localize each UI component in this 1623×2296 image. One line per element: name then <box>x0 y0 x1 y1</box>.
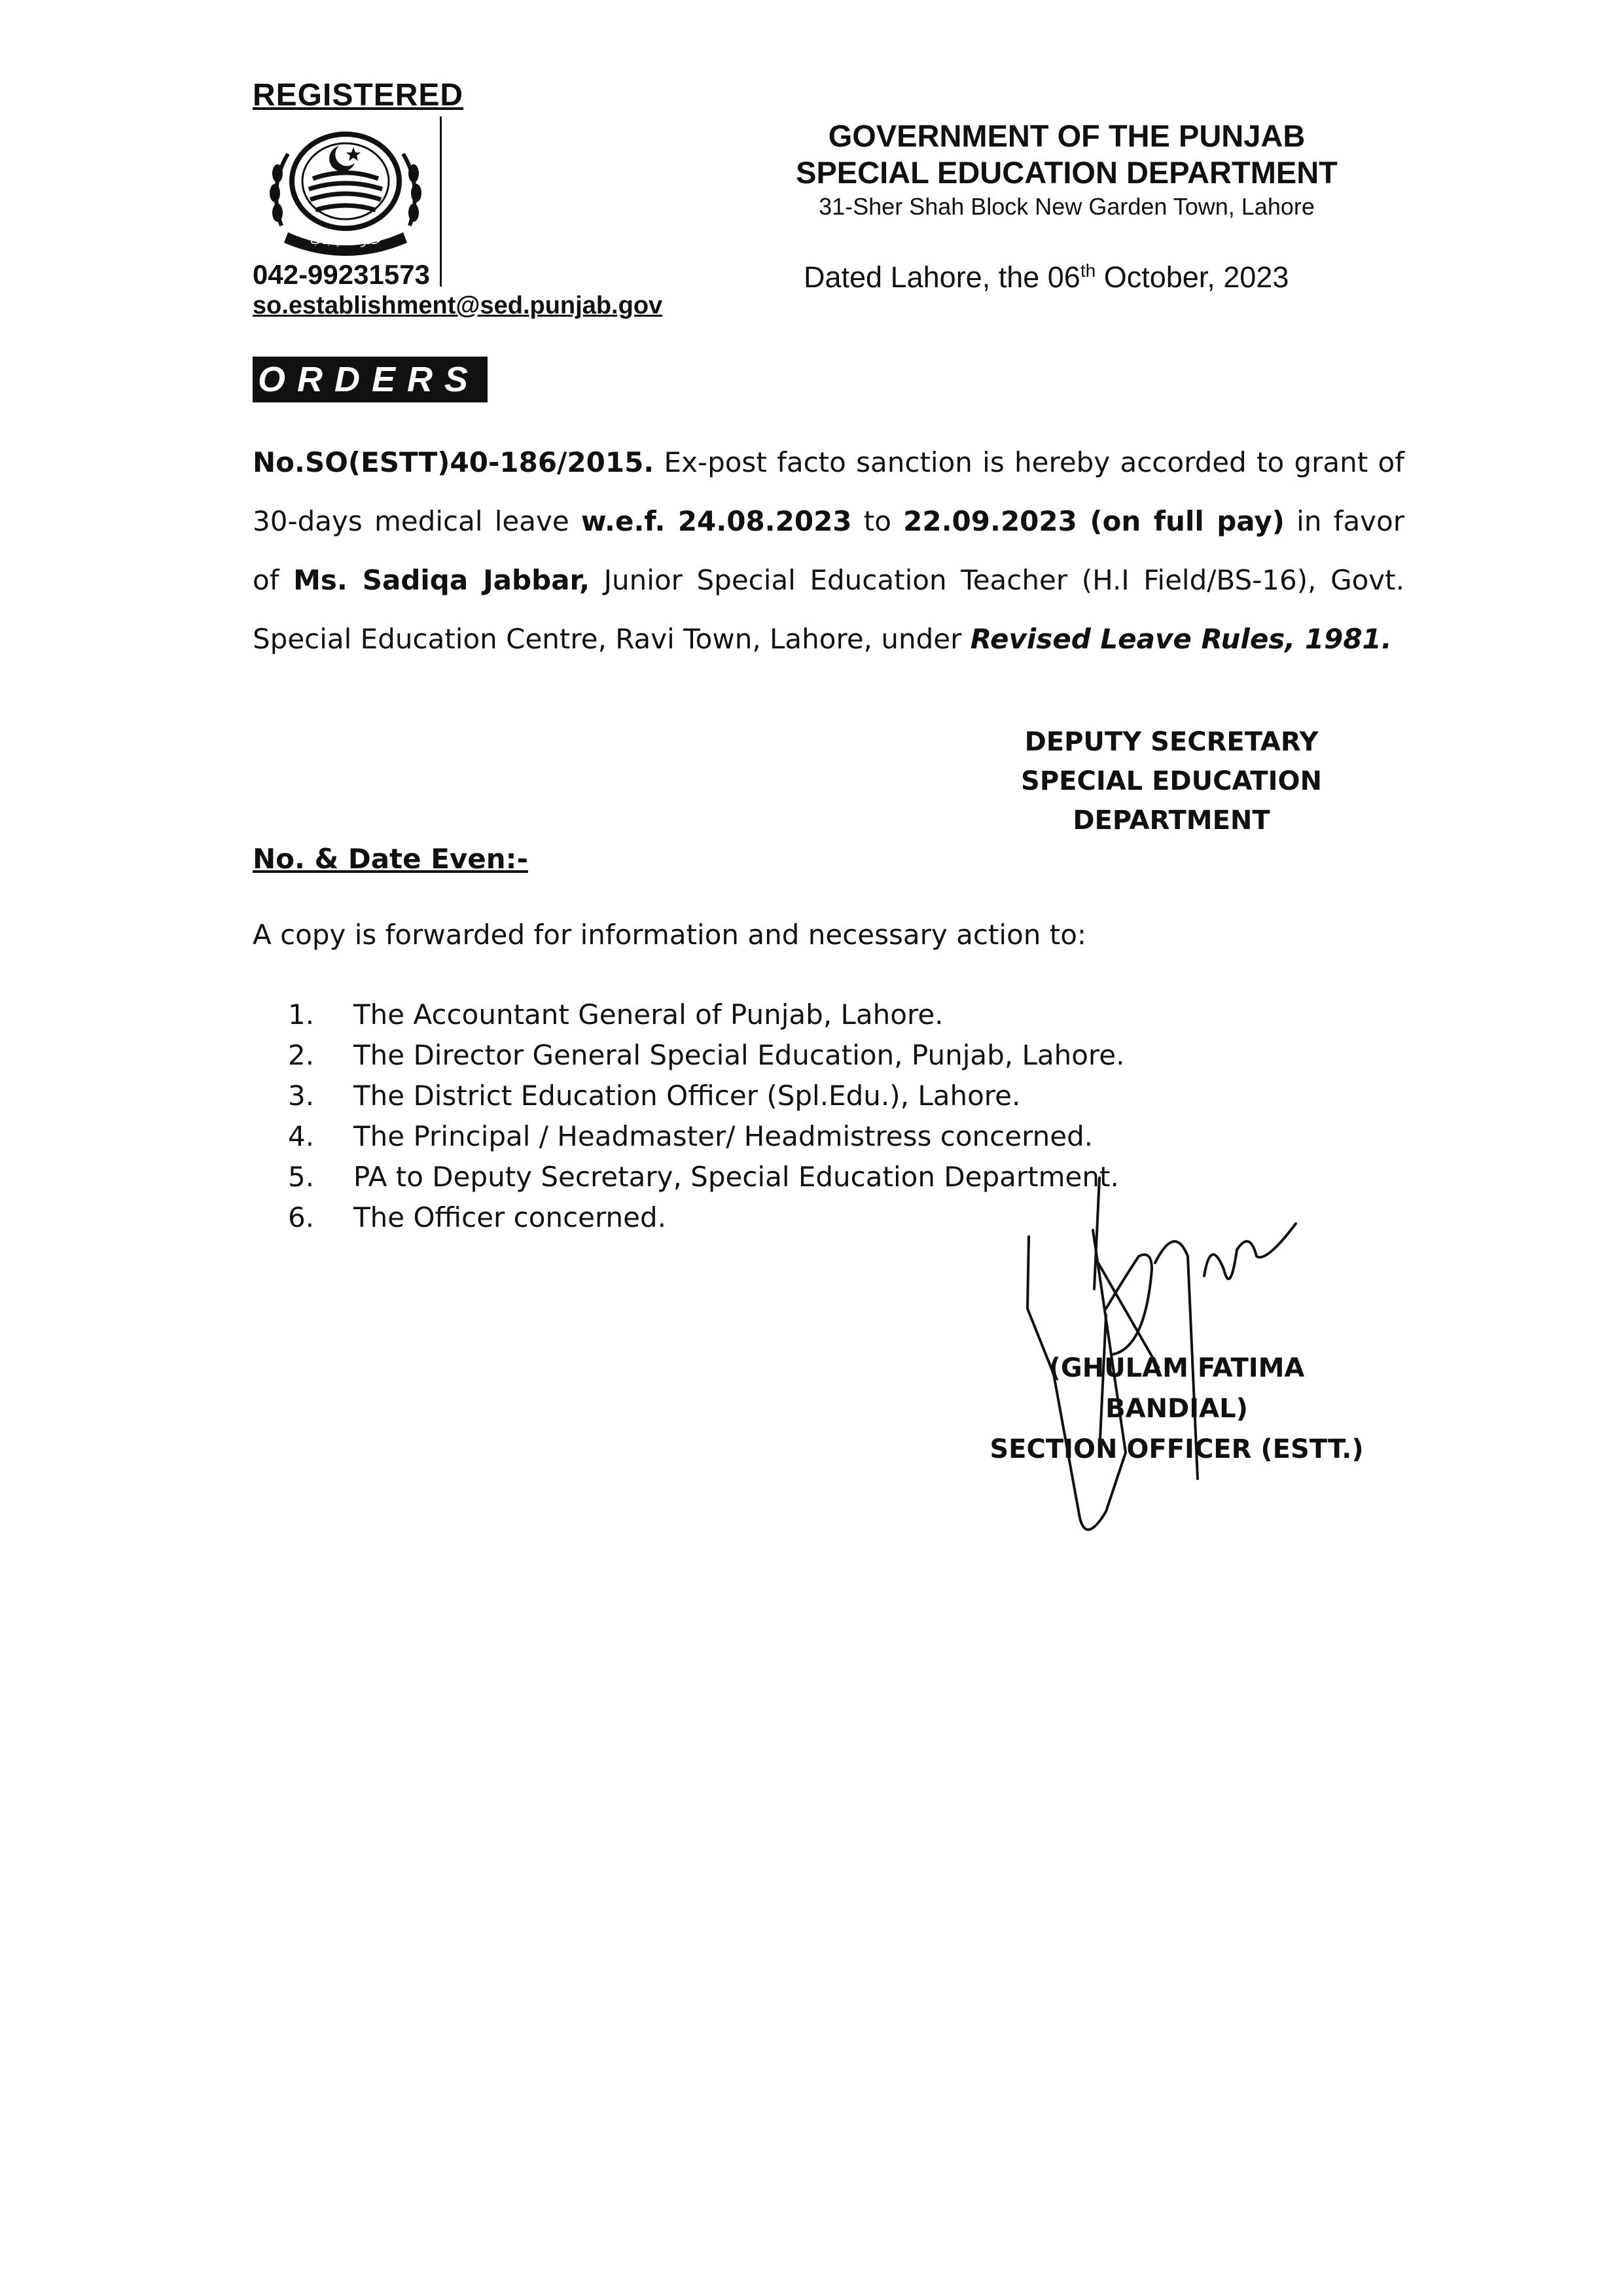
officer-name: (GHULAM FATIMA BANDIAL) <box>1048 1353 1305 1424</box>
leave-rules: Revised Leave Rules, 1981. <box>970 623 1392 655</box>
letterhead <box>726 118 1407 222</box>
list-item: 4. The Principal / Headmaster/ Headmistress concerned. <box>288 1120 1094 1152</box>
order-text-2: to <box>851 505 904 537</box>
punjab-government-seal-icon <box>255 121 438 265</box>
officer-title: SECTION OFFICER (ESTT.) <box>990 1434 1364 1464</box>
dated-ordinal: th <box>1080 260 1096 281</box>
deputy-line-1: DEPUTY SECRETARY <box>1024 727 1319 757</box>
email-address[interactable]: so.establishment@sed.punjab.gov <box>253 292 663 319</box>
order-start-date: w.e.f. 24.08.2023 <box>580 505 852 537</box>
order-number: No.SO(ESTT)40-186/2015. <box>253 446 654 478</box>
order-text-4: Junior Special Education Teacher (H.I Field/BS-16), Govt. Special Education Centre, Ravi Town, Lahore, under <box>253 564 1404 655</box>
list-item: 5. PA to Deputy Secretary, Special Education Department. <box>288 1161 1119 1193</box>
header-divider-line <box>440 116 442 287</box>
recipient-list <box>288 995 1124 1238</box>
dated-suffix: October, 2023 <box>1096 260 1289 294</box>
deputy-line-2: SPECIAL EDUCATION <box>1021 766 1322 796</box>
handwritten-signature <box>1008 1152 1374 1583</box>
svg-text:حکومت پنجاب: حکومت پنجاب <box>310 234 381 247</box>
dated-prefix: Dated Lahore, the 06 <box>804 260 1080 294</box>
employee-name: Ms. Sadiqa Jabbar, <box>293 564 590 596</box>
phone-number: 042-99231573 <box>253 259 430 290</box>
deputy-line-3: DEPARTMENT <box>1073 805 1270 836</box>
department-title: SPECIAL EDUCATION DEPARTMENT <box>796 155 1338 190</box>
copy-forwarded-line: A copy is forwarded for information and necessary action to: <box>253 919 1087 951</box>
registered-label: REGISTERED <box>253 78 464 113</box>
order-end-date: 22.09.2023 (on full pay) <box>903 505 1285 537</box>
list-item: 6. The Officer concerned. <box>288 1201 667 1233</box>
list-item: 1. The Accountant General of Punjab, Lahore. <box>288 998 944 1031</box>
government-title: GOVERNMENT OF THE PUNJAB <box>828 118 1306 153</box>
order-paragraph <box>253 433 1404 669</box>
order-text-1: Ex-post facto sanction is hereby accorded to grant of 30-days medical leave <box>253 446 1404 537</box>
no-date-even: No. & Date Even:- <box>253 843 528 875</box>
deputy-secretary-block <box>975 722 1368 840</box>
orders-banner: ORDERS <box>253 357 488 402</box>
dated-line <box>804 260 1289 294</box>
department-address: 31-Sher Shah Block New Garden Town, Lahore <box>819 193 1315 220</box>
list-item: 2. The Director General Special Education, Punjab, Lahore. <box>288 1039 1125 1071</box>
list-item: 3. The District Education Officer (Spl.Edu.), Lahore. <box>288 1080 1021 1112</box>
order-text-3: in favor of <box>253 505 1405 596</box>
